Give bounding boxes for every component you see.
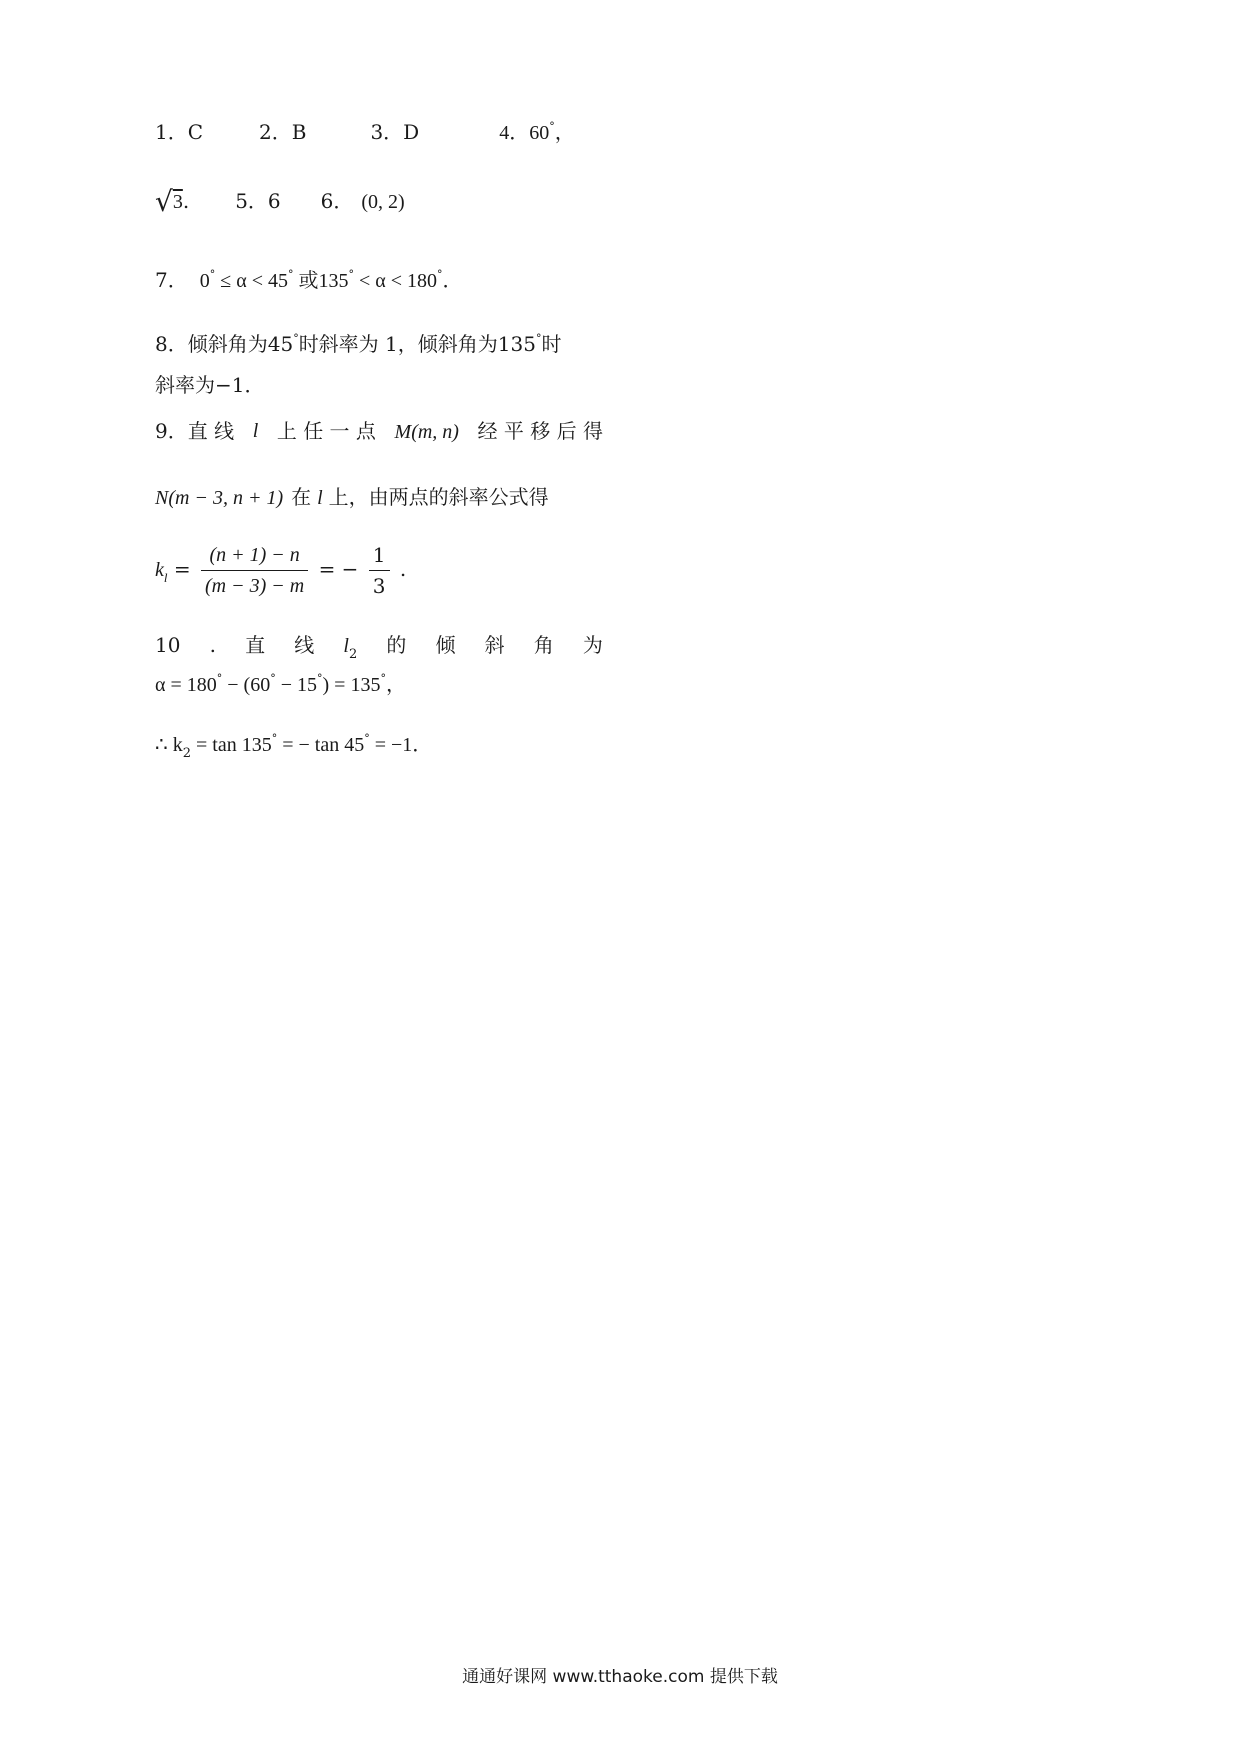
word-xian: 线 xyxy=(294,633,315,657)
degree-mark: ° xyxy=(437,268,443,281)
answer-7-part4: < α < 180 xyxy=(353,270,438,292)
angle-calc-a: α = 180 xyxy=(155,674,217,696)
answer-9-text-a: 上 任 一 点 xyxy=(276,419,376,443)
answers-row-2 xyxy=(155,185,405,218)
comma: ， xyxy=(385,672,406,696)
angle-calc-d: ) = 135 xyxy=(322,674,381,696)
answer-9-line-2 xyxy=(155,484,549,511)
answer-4-end: . xyxy=(182,189,190,213)
answer-9-text-c: 在 xyxy=(291,485,312,509)
answer-7-part2: ≤ α < 45 xyxy=(215,270,288,292)
answer-3: 3．D xyxy=(370,120,420,144)
fraction-result xyxy=(369,540,390,601)
answer-7-end: ． xyxy=(442,268,463,292)
fraction-numerator: (n + 1) − n xyxy=(201,540,308,571)
answer-9-line-1 xyxy=(155,418,603,445)
subscript-2: 2 xyxy=(182,746,192,761)
var-N: N xyxy=(155,487,169,509)
answer-8-text-d: 斜率为−1． xyxy=(155,373,265,397)
answer-1: 1．C xyxy=(155,120,204,144)
answer-4-cont: 3 xyxy=(172,191,183,213)
degree-mark: ° xyxy=(271,732,278,745)
answer-8-line-1 xyxy=(155,326,561,357)
degree-mark: ° xyxy=(209,268,216,281)
therefore-k: ∴ k xyxy=(155,734,183,756)
subscript-2: 2 xyxy=(348,647,358,662)
answer-8-text-a: 8．倾斜角为45 xyxy=(155,332,294,356)
word-qing: 倾 xyxy=(435,633,456,657)
answer-9-text-b: 经 平 移 后 得 xyxy=(477,419,603,443)
degree-mark: ° xyxy=(216,672,223,685)
result-numerator: 1 xyxy=(369,540,390,571)
answer-9-label: 9．直 线 xyxy=(155,419,235,443)
word-de: 的 xyxy=(386,633,407,657)
slope-formula xyxy=(155,540,406,601)
answer-7-part3: 或135 xyxy=(293,270,349,292)
var-M: M xyxy=(394,421,412,443)
answer-9-text-d: 上，由两点的斜率公式得 xyxy=(328,485,549,509)
point-mn: (m, n) xyxy=(411,421,459,443)
degree-mark: ° xyxy=(380,672,386,685)
degree-mark: ° xyxy=(348,268,354,281)
var-k: k xyxy=(155,559,164,581)
degree-mark: ° xyxy=(293,332,299,345)
fraction-main xyxy=(201,540,308,601)
var-l: l xyxy=(317,487,323,509)
degree-mark: ° xyxy=(317,672,323,685)
degree-mark: ° xyxy=(364,732,370,745)
word-xie: 斜 xyxy=(484,633,505,657)
answers-row-1 xyxy=(155,114,575,146)
var-l: l xyxy=(252,420,259,442)
angle-calc-b: − (60 xyxy=(222,674,271,696)
answer-4-sep: ， xyxy=(554,120,575,144)
answer-7-part1: 0 xyxy=(199,270,210,292)
degree-mark: ° xyxy=(270,672,276,685)
tan-45: = − tan 45 xyxy=(277,734,365,756)
word-zhi: 直 xyxy=(245,633,266,657)
footer-text: 通通好课网 www.tthaoke.com 提供下载 xyxy=(462,1667,778,1687)
angle-calc-c: − 15 xyxy=(275,674,317,696)
answer-2: 2．B xyxy=(259,120,307,144)
answer-10-line-1 xyxy=(155,632,603,668)
answer-8-text-b: 时斜率为 1，倾斜角为135 xyxy=(298,332,536,356)
answer-5: 5．6 xyxy=(235,189,281,213)
sqrt-symbol: √ xyxy=(155,185,173,218)
answer-8-line-2 xyxy=(155,372,264,398)
answer-6-value: (0, 2) xyxy=(361,191,405,213)
answer-10-dot: . xyxy=(209,633,216,657)
degree-mark: ° xyxy=(535,332,542,345)
tan-135: = tan 135 xyxy=(191,734,272,756)
equals-neg: = − xyxy=(318,557,359,581)
answer-4: 4．60 xyxy=(499,122,550,144)
word-wei: 为 xyxy=(582,633,603,657)
degree-mark: ° xyxy=(549,120,555,133)
point-n: (m − 3, n + 1) xyxy=(168,487,284,509)
answer-6-label: 6． xyxy=(320,189,354,213)
result-value: = −1． xyxy=(369,734,433,756)
degree-mark: ° xyxy=(287,268,294,281)
answer-8-text-c: 时 xyxy=(541,332,562,356)
answer-10-line-2 xyxy=(155,666,406,698)
fraction-denominator: (m − 3) − m xyxy=(205,575,305,597)
subscript-l: l xyxy=(163,570,168,585)
period: . xyxy=(399,557,407,581)
answer-10-line-3 xyxy=(155,726,432,767)
var-l: l xyxy=(343,635,349,657)
result-denominator: 3 xyxy=(372,574,386,598)
equals-sign: = xyxy=(173,557,191,581)
answer-7-label: 7． xyxy=(155,268,188,292)
answer-7 xyxy=(155,262,463,294)
word-jiao: 角 xyxy=(533,633,554,657)
answer-10-label: 10 xyxy=(155,633,181,657)
